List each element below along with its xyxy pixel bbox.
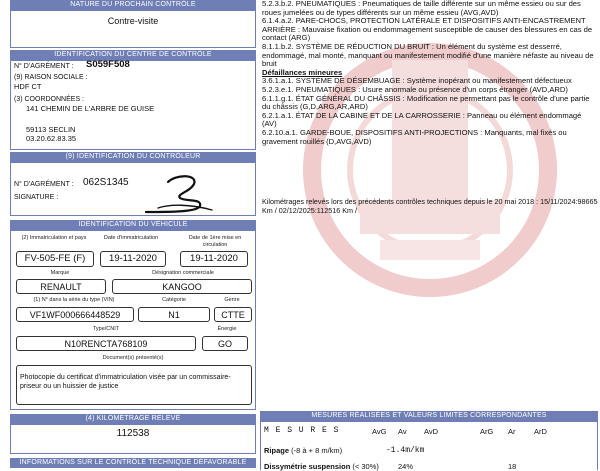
signature-label: SIGNATURE : — [14, 194, 59, 201]
section-heading: Défaillances mineures — [262, 67, 343, 77]
energie-box: GO — [202, 336, 248, 351]
date-immat-box: 19-11-2020 — [100, 251, 166, 267]
coords-label: (3) COORDONNÉES : — [14, 96, 85, 103]
next-row-label-text: Dissymétrie suspension — [264, 462, 351, 471]
raison-value: HDF CT — [14, 82, 42, 91]
immat-caption: (2) Immatriculation et pays — [21, 235, 87, 241]
next-row-value2: 18 — [508, 462, 517, 471]
col-ar: Ar — [508, 427, 516, 436]
next-row-range: (< 30%) — [352, 462, 379, 471]
col-arg: ArG — [480, 427, 494, 436]
defect-line: 6.2.10.a.1. GARDE-BOUE, DISPOSITIFS ANTI-PROJECTIONS : Manquants, mal fixés ou gravement rouillés (D,AVG,AVD) — [262, 127, 567, 146]
defect-line: 6.1.4.a.2. PARE-CHOCS, PROTECTION LATÉRALE ET DISPOSITIFS ANTI-ENCASTREMENT ARRIÈRE : Mauvaise fixation ou endommagement susceptible de causer des blessures en cas de contact (ARG) — [262, 16, 593, 43]
km-history: Kilométrages relevés lors des précédents contrôles techniques depuis le 20 mai 2018 : 15/11/2024:98665 Km / 02/12/2025:112516 Km / — [262, 197, 598, 215]
ripage-label — [264, 446, 342, 455]
ripage-label-text: Ripage — [264, 446, 290, 455]
coords-city: 59113 SECLIN — [26, 125, 76, 134]
signature-scribble — [140, 168, 220, 216]
prochain-value: Contre-visite — [107, 16, 159, 26]
km-value: 112538 — [116, 428, 150, 439]
defect-line: 8.1.1.b.2. SYSTÈME DE RÉDUCTION DU BRUIT : Un élément du système est desserré, endommagé, mal monté, manquant ou manifestement modifié d'une manière néfaste au niveau de bruit — [262, 41, 594, 69]
energie-caption: Énergie — [217, 326, 237, 332]
controleur-agrement-value: 062S1345 — [83, 177, 129, 188]
date-circ-box: 19-11-2020 — [180, 251, 248, 267]
defect-line: 6.2.1.a.1. ÉTAT DE LA CABINE ET DE LA CARROSSERIE : Panneau ou élément endommagé (AV) — [262, 110, 582, 129]
raison-label: (9) RAISON SOCIALE : — [14, 74, 88, 81]
categorie-caption: Catégorie — [162, 297, 186, 303]
defect-line: 3.6.1.a.1. SYSTÈME DE DÉSEMBUAGE : Système inopérant ou manifestement défectueux — [262, 76, 572, 86]
col-ard: ArD — [534, 427, 547, 436]
categorie-box: N1 — [138, 307, 210, 322]
type-caption: Type/CNIT — [92, 326, 120, 332]
centre-header: IDENTIFICATION DU CENTRE DE CONTRÔLE — [10, 50, 256, 60]
date-immat-caption: Date d'immatriculation — [103, 235, 159, 241]
prochain-header: NATURE DU PROCHAIN CONTRÔLE — [10, 0, 256, 10]
defect-line: 6.1.1.g.1. ÉTAT GÉNÉRAL DU CHÂSSIS : Modification ne permettant pas le contrôle d'une partie du châssis (G,D,ARG,AR,ARD) — [262, 93, 590, 112]
centre-agrement-label: N° D'AGRÉMENT : — [14, 63, 74, 70]
type-box: N10RENCTA768109 — [16, 336, 196, 351]
marque-box: RENAULT — [16, 279, 106, 294]
designation-box: KANGOO — [112, 279, 252, 294]
defect-line: 5.2.3.b.2. PNEUMATIQUES : Pneumatiques de taille différente sur un même essieu ou sur des roues jumelées ou de types différents sur un même essieu (AVG,AVD) — [262, 0, 581, 17]
designation-caption: Désignation commerciale — [152, 270, 214, 276]
genre-box: CTTE — [214, 307, 252, 322]
marque-caption: Marque — [50, 270, 70, 276]
vin-caption: (1) N° dans la série du type (VIN) — [33, 297, 115, 303]
col-avd: AvD — [424, 427, 439, 436]
ripage-range: (-8 à + 8 m/km) — [291, 446, 343, 455]
defect-line: 5.2.3.e.1. PNEUMATIQUES : Usure anormale ou présence d'un corps étranger (AVD,ARD) — [262, 84, 568, 94]
date-circ-caption: Date de 1ère mise en circulation — [188, 235, 242, 248]
col-av: Av — [398, 427, 407, 436]
immat-box: FV-505-FE (F) — [16, 251, 94, 267]
mesures-header: MESURES RÉALISÉES ET VALEURS LIMITES CORRESPONDANTES — [260, 411, 598, 421]
col-avg: AvG — [372, 427, 387, 436]
ripage-value: -1.4m/km — [386, 446, 425, 455]
km-header: (4) KILOMÉTRAGE RELEVÉ — [10, 414, 256, 424]
docs-caption: Document(s) présenté(s) — [102, 355, 164, 361]
vehicule-header: IDENTIFICATION DU VÉHICULE — [10, 220, 256, 230]
vin-box: VF1WF000666448529 — [16, 307, 134, 322]
infos-header: INFORMATIONS SUR LE CONTRÔLE TECHNIQUE DÉFAVORABLE — [10, 458, 256, 468]
centre-agrement-value: S059F508 — [86, 59, 130, 70]
coords-phone: 03.20.62.83.35 — [26, 134, 77, 143]
genre-caption: Genre — [224, 297, 240, 303]
coords-address: 141 CHEMIN DE L'ARBRE DE GUISE — [26, 104, 155, 113]
docs-box: Photocopie du certificat d'immatriculation visée par un commissaire-priseur ou un huissier de justice — [16, 365, 252, 405]
next-row-value1: 24% — [398, 462, 414, 471]
defects-list — [262, 0, 598, 146]
controleur-agrement-label: N° D'AGRÉMENT : — [14, 181, 74, 188]
mesures-title: M E S U R E S — [264, 426, 340, 435]
controleur-header: (9) IDENTIFICATION DU CONTRÔLEUR — [10, 152, 256, 162]
